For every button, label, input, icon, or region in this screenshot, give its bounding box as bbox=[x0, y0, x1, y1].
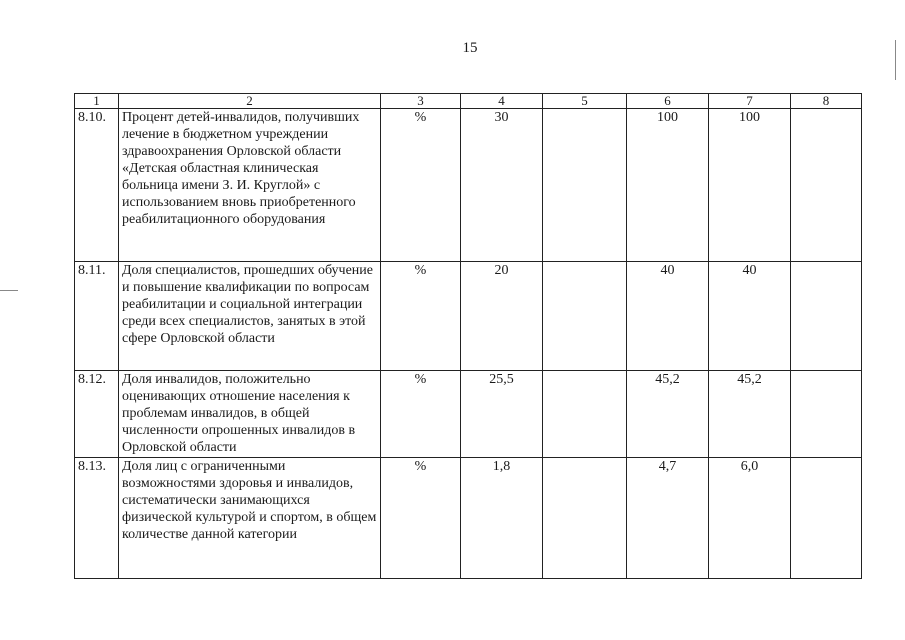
row-value-col8 bbox=[791, 262, 862, 371]
scan-mark bbox=[895, 40, 896, 80]
row-value-col4: 25,5 bbox=[461, 371, 543, 458]
header-cell: 6 bbox=[627, 94, 709, 109]
row-value-col4: 30 bbox=[461, 109, 543, 262]
table-header-row bbox=[75, 94, 862, 109]
row-unit: % bbox=[381, 262, 461, 371]
table-row bbox=[75, 458, 862, 579]
indicators-table bbox=[74, 93, 862, 579]
row-unit: % bbox=[381, 458, 461, 579]
header-cell: 3 bbox=[381, 94, 461, 109]
header-cell: 8 bbox=[791, 94, 862, 109]
row-number: 8.12. bbox=[75, 371, 119, 458]
row-value-col5 bbox=[543, 458, 627, 579]
row-number: 8.11. bbox=[75, 262, 119, 371]
row-description: Доля специалистов, прошедших обучение и повышение квалификации по вопросам реабилитации и социальной интеграции среди всех специалистов, занятых в этой сфере Орловской области bbox=[119, 262, 381, 371]
row-value-col7: 40 bbox=[709, 262, 791, 371]
row-value-col7: 6,0 bbox=[709, 458, 791, 579]
row-value-col8 bbox=[791, 371, 862, 458]
row-value-col8 bbox=[791, 458, 862, 579]
row-value-col7: 45,2 bbox=[709, 371, 791, 458]
row-value-col5 bbox=[543, 109, 627, 262]
header-cell: 4 bbox=[461, 94, 543, 109]
row-description: Доля лиц с ограниченными возможностями здоровья и инвалидов, систематически занимающихся физической культурой и спортом, в общем количестве данной категории bbox=[119, 458, 381, 579]
row-number: 8.10. bbox=[75, 109, 119, 262]
row-value-col5 bbox=[543, 371, 627, 458]
row-value-col4: 1,8 bbox=[461, 458, 543, 579]
row-value-col6: 45,2 bbox=[627, 371, 709, 458]
header-cell: 1 bbox=[75, 94, 119, 109]
row-value-col6: 40 bbox=[627, 262, 709, 371]
row-description: Процент детей-инвалидов, получивших лечение в бюджетном учреждении здравоохранения Орловской области «Детская областная клиническая больница имени З. И. Круглой» с использованием вновь приобретенного реабилитационного оборудования bbox=[119, 109, 381, 262]
row-value-col4: 20 bbox=[461, 262, 543, 371]
scan-mark bbox=[0, 290, 18, 291]
header-cell: 5 bbox=[543, 94, 627, 109]
table-row bbox=[75, 371, 862, 458]
header-cell: 7 bbox=[709, 94, 791, 109]
row-number: 8.13. bbox=[75, 458, 119, 579]
row-value-col6: 100 bbox=[627, 109, 709, 262]
row-value-col6: 4,7 bbox=[627, 458, 709, 579]
row-unit: % bbox=[381, 371, 461, 458]
row-value-col7: 100 bbox=[709, 109, 791, 262]
row-value-col5 bbox=[543, 262, 627, 371]
page-number: 15 bbox=[462, 40, 478, 56]
table-row bbox=[75, 109, 862, 262]
row-value-col8 bbox=[791, 109, 862, 262]
header-cell: 2 bbox=[119, 94, 381, 109]
table-row bbox=[75, 262, 862, 371]
row-description: Доля инвалидов, положительно оценивающих отношение населения к проблемам инвалидов, в общей численности опрошенных инвалидов в Орловской области bbox=[119, 371, 381, 458]
row-unit: % bbox=[381, 109, 461, 262]
